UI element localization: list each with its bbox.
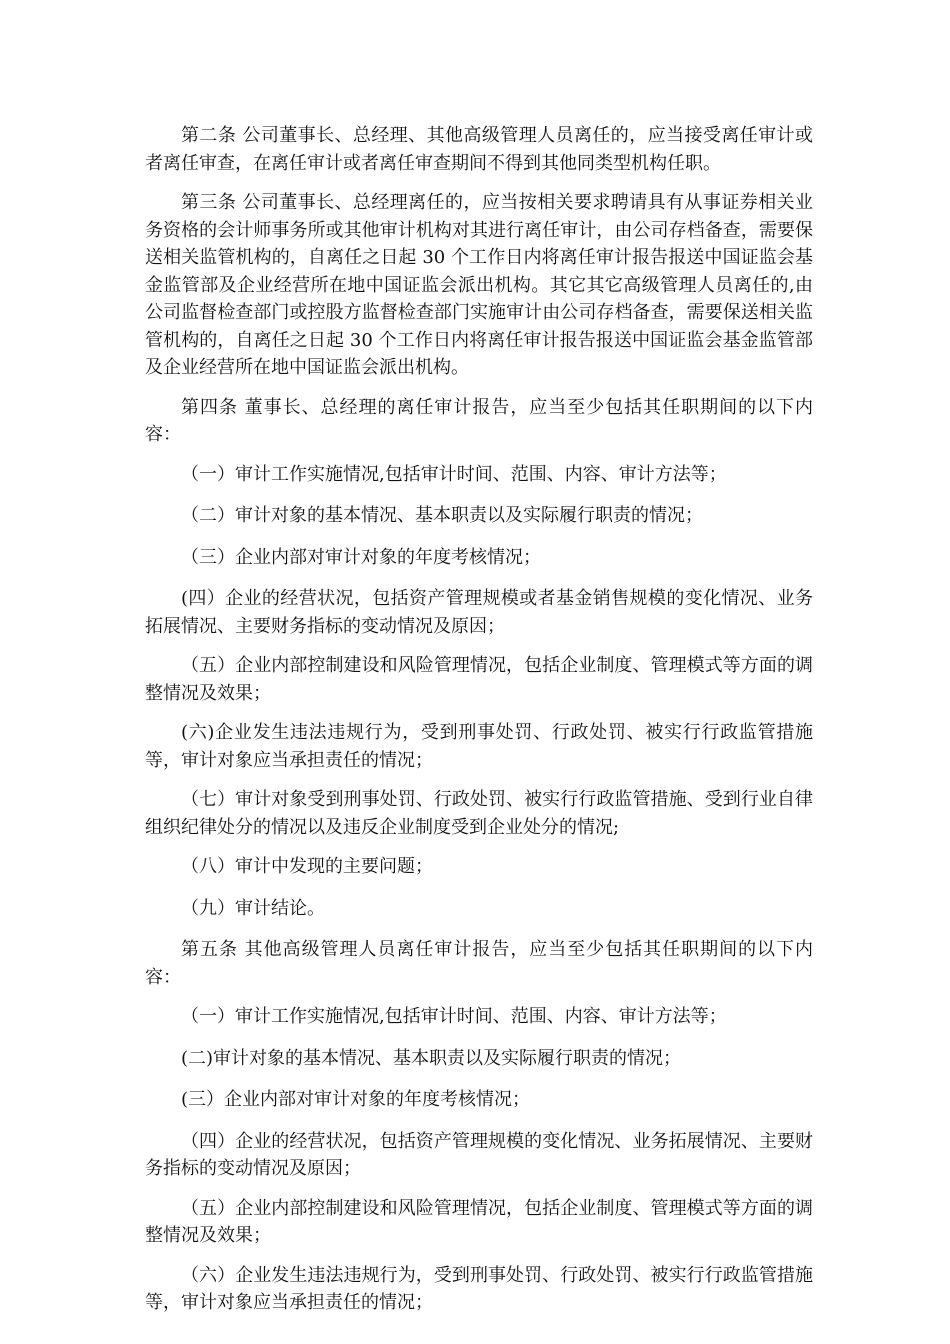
article-5-item-3: (三）企业内部对审计对象的年度考核情况；: [181, 1089, 531, 1110]
article-5-paragraph: 第五条 其他高级管理人员离任审计报告，应当至少包括其任职期间的以下内容：: [145, 939, 813, 988]
article-5-item-5: （五）企业内部控制建设和风险管理情况，包括企业制度、管理模式等方面的调整情况及效果；: [145, 1197, 813, 1246]
article-4-item-3: （三）企业内部对审计对象的年度考核情况；: [181, 546, 541, 568]
document-page: [145, 122, 813, 1329]
article-4-item-1: （一）审计工作实施情况,包括审计时间、范围、内容、审计方法等；: [181, 463, 727, 485]
article-4-item-9: （九）审计结论。: [181, 897, 325, 919]
article-4-paragraph: 第四条 董事长、总经理的离任审计报告，应当至少包括其任职期间的以下内容：: [145, 396, 813, 445]
article-4-item-5: （五）企业内部控制建设和风险管理情况，包括企业制度、管理模式等方面的调整情况及效果；: [145, 655, 813, 704]
article-4-item-6: (六)企业发生违法违规行为，受到刑事处罚、行政处罚、被实行行政监管措施等，审计对象应当承担责任的情况；: [145, 722, 813, 771]
article-5-item-6: （六）企业发生违法违规行为，受到刑事处罚、行政处罚、被实行行政监管措施等，审计对象应当承担责任的情况；: [145, 1264, 813, 1313]
article-2-paragraph: 第二条 公司董事长、总经理、其他高级管理人员离任的，应当接受离任审计或者离任审查，在离任审计或者离任审查期间不得到其他同类型机构任职。: [145, 125, 813, 174]
article-5-item-2: (二)审计对象的基本情况、基本职责以及实际履行职责的情况；: [181, 1047, 682, 1069]
article-5-item-1: （一）审计工作实施情况,包括审计时间、范围、内容、审计方法等；: [181, 1006, 727, 1027]
article-4-item-2: （二）审计对象的基本情况、基本职责以及实际履行职责的情况；: [181, 505, 703, 526]
article-5-item-4: （四）企业的经营状况，包括资产管理规模的变化情况、业务拓展情况、主要财务指标的变动情况及原因；: [145, 1130, 813, 1179]
article-4-item-8: （八）审计中发现的主要问题；: [181, 856, 433, 877]
article-4-item-4: (四）企业的经营状况，包括资产管理规模或者基金销售规模的变化情况、业务拓展情况、主要财务指标的变动情况及原因；: [145, 588, 813, 637]
article-4-item-7: （七）审计对象受到刑事处罚、行政处罚、被实行行政监管措施、受到行业自律组织纪律处分的情况以及违反企业制度受到企业处分的情况;: [145, 789, 813, 838]
article-3-paragraph: 第三条 公司董事长、总经理离任的，应当按相关要求聘请具有从事证券相关业务资格的会计师事务所或其他审计机构对其进行离任审计，由公司存档备查，需要保送相关监管机构的，自离任之日起 30 个工作日内将离任审计报告报送中国证监会基金监管部及企业经营所在地中国证监会派出机构。其它其它高级管理人员离任的,由公司监督检查部门或控股方监督检查部门实施审计由公司存档备查，需要保送相关监管机构的，自离任之日起 30 个工作日内将离任审计报告报送中国证监会基金监管部及企业经营所在地中国证监会派出机构。: [145, 192, 813, 378]
